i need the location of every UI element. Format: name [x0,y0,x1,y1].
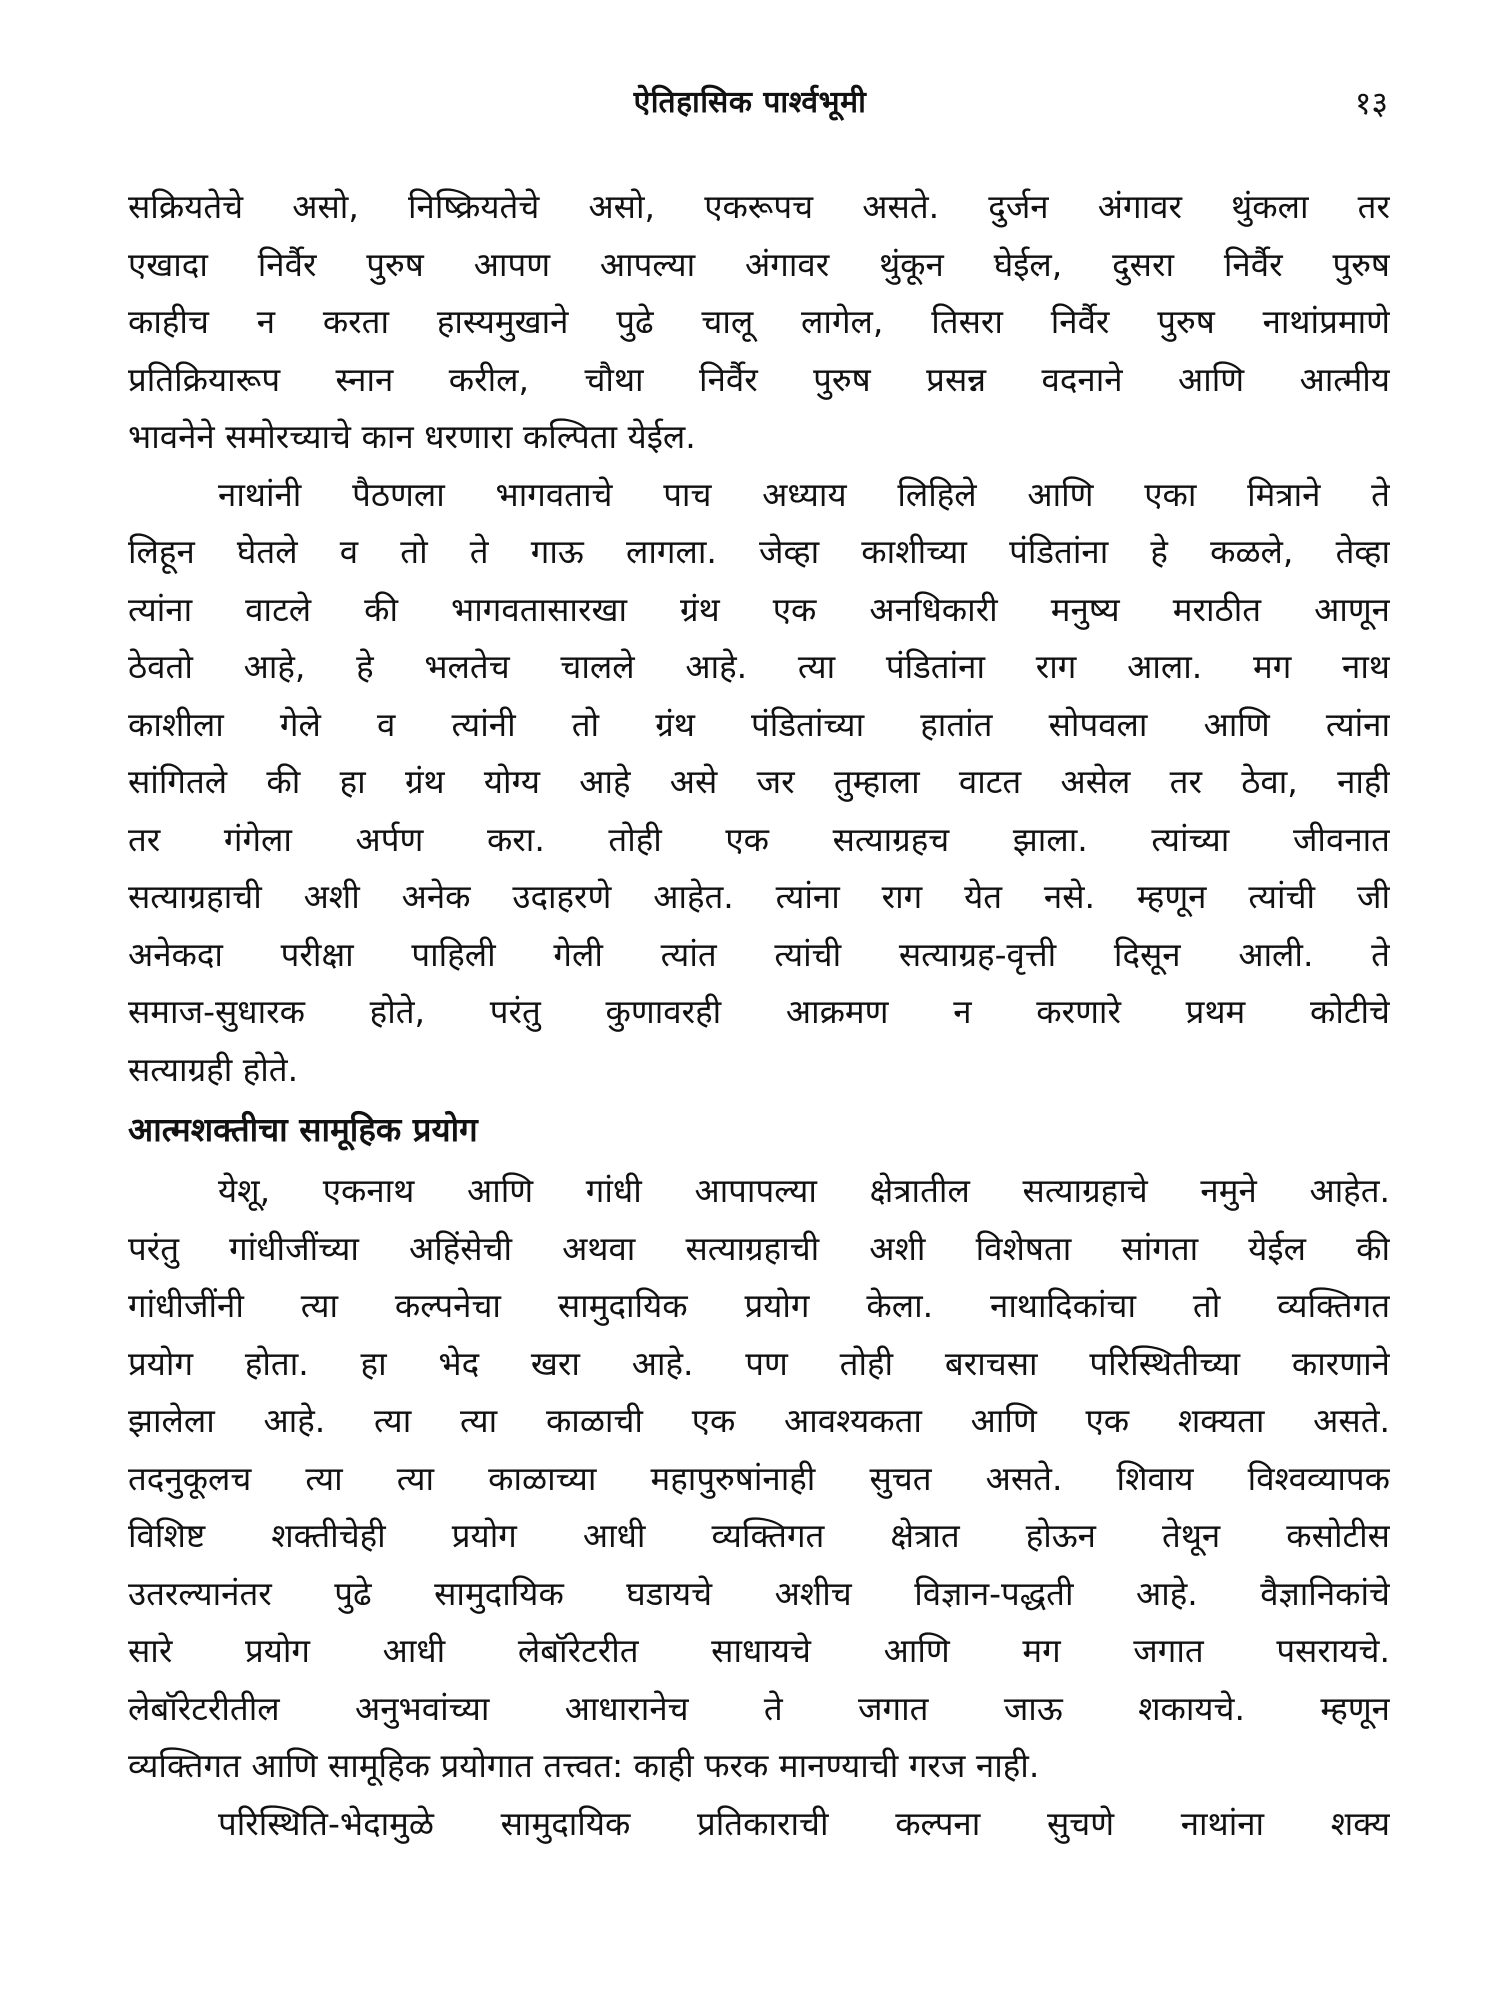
page-number: १३ [1354,84,1388,122]
text-line: ठेवतो आहे, हे भलतेच चालले आहे. त्या पंडितांना राग आला. मग नाथ [128,647,1390,686]
text-line: परिस्थिति-भेदामुळे सामुदायिक प्रतिकाराची कल्पना सुचणे नाथांना शक्य [218,1803,1390,1843]
text-line: समाज-सुधारक होते, परंतु कुणावरही आक्रमण न करणारे प्रथम कोटीचे [128,992,1390,1031]
running-title: ऐतिहासिक पार्श्वभूमी [633,85,867,120]
text-line: भावनेने समोरच्याचे कान धरणारा कल्पिता येईल. [128,417,696,456]
text-line: व्यक्तिगत आणि सामूहिक प्रयोगात तत्त्वत: काही फरक मानण्याची गरज नाही. [128,1746,1040,1785]
text-line: उतरल्यानंतर पुढे सामुदायिक घडायचे अशीच विज्ञान-पद्धती आहे. वैज्ञानिकांचे [128,1573,1390,1613]
paragraph [128,1162,1390,1795]
text-line: अनेकदा परीक्षा पाहिली गेली त्यांत त्यांची सत्याग्रह-वृत्ती दिसून आली. ते [128,934,1390,974]
text-line: काशीला गेले व त्यांनी तो ग्रंथ पंडितांच्या हातांत सोपवला आणि त्यांना [128,704,1390,744]
text-line: काहीच न करता हास्यमुखाने पुढे चालू लागेल, तिसरा निर्वैर पुरुष नाथांप्रमाणे [128,302,1390,341]
text-line: लिहून घेतले व तो ते गाऊ लागला. जेव्हा काशीच्या पंडितांना हे कळले, तेव्हा [128,532,1390,571]
section-heading: आत्मशक्तीचा सामूहिक प्रयोग [128,1110,478,1149]
paragraph [128,1795,1390,1853]
text-line: गांधीजींनी त्या कल्पनेचा सामुदायिक प्रयोग केला. नाथादिकांचा तो व्यक्तिगत [128,1286,1390,1325]
running-header [0,78,1500,128]
paragraph [128,178,1390,466]
text-line: नाथांनी पैठणला भागवताचे पाच अध्याय लिहिले आणि एका मित्राने ते [218,474,1390,514]
text-line: तदनुकूलच त्या त्या काळाच्या महापुरुषांनाही सुचत असते. शिवाय विश्वव्यापक [128,1458,1390,1498]
text-line: एखादा निर्वैर पुरुष आपण आपल्या अंगावर थुंकून घेईल, दुसरा निर्वैर पुरुष [128,244,1390,284]
text-line: लेबॉरेटरीतील अनुभवांच्या आधारानेच ते जगात जाऊ शकायचे. म्हणून [128,1688,1390,1728]
text-line: तर गंगेला अर्पण करा. तोही एक सत्याग्रहच झाला. त्यांच्या जीवनात [128,819,1390,859]
text-line: सक्रियतेचे असो, निष्क्रियतेचे असो, एकरूपच असते. दुर्जन अंगावर थुंकला तर [128,187,1390,226]
text-line: परंतु गांधीजींच्या अहिंसेची अथवा सत्याग्रहाची अशी विशेषता सांगता येईल की [128,1228,1390,1268]
text-line: सत्याग्रहाची अशी अनेक उदाहरणे आहेत. त्यांना राग येत नसे. म्हणून त्यांची जी [128,877,1390,916]
paragraph [128,466,1390,1099]
text-line: सांगितले की हा ग्रंथ योग्य आहे असे जर तुम्हाला वाटत असेल तर ठेवा, नाही [128,762,1390,801]
text-line: प्रतिक्रियारूप स्नान करील, चौथा निर्वैर पुरुष प्रसन्न वदनाने आणि आत्मीय [128,359,1390,399]
body-text [128,178,1390,1852]
text-line: झालेला आहे. त्या त्या काळाची एक आवश्यकता आणि एक शक्यता असते. [128,1401,1390,1440]
text-line: विशिष्ट शक्तीचेही प्रयोग आधी व्यक्तिगत क्षेत्रात होऊन तेथून कसोटीस [128,1516,1390,1555]
text-line: येशू, एकनाथ आणि गांधी आपापल्या क्षेत्रातील सत्याग्रहाचे नमुने आहेत. [218,1171,1390,1210]
text-line: सत्याग्रही होते. [128,1049,299,1089]
text-line: त्यांना वाटले की भागवतासारखा ग्रंथ एक अनधिकारी मनुष्य मराठीत आणून [128,589,1390,629]
text-line: प्रयोग होता. हा भेद खरा आहे. पण तोही बराचसा परिस्थितीच्या कारणाने [128,1343,1390,1383]
text-line: सारे प्रयोग आधी लेबॉरेटरीत साधायचे आणि मग जगात पसरायचे. [128,1631,1390,1670]
